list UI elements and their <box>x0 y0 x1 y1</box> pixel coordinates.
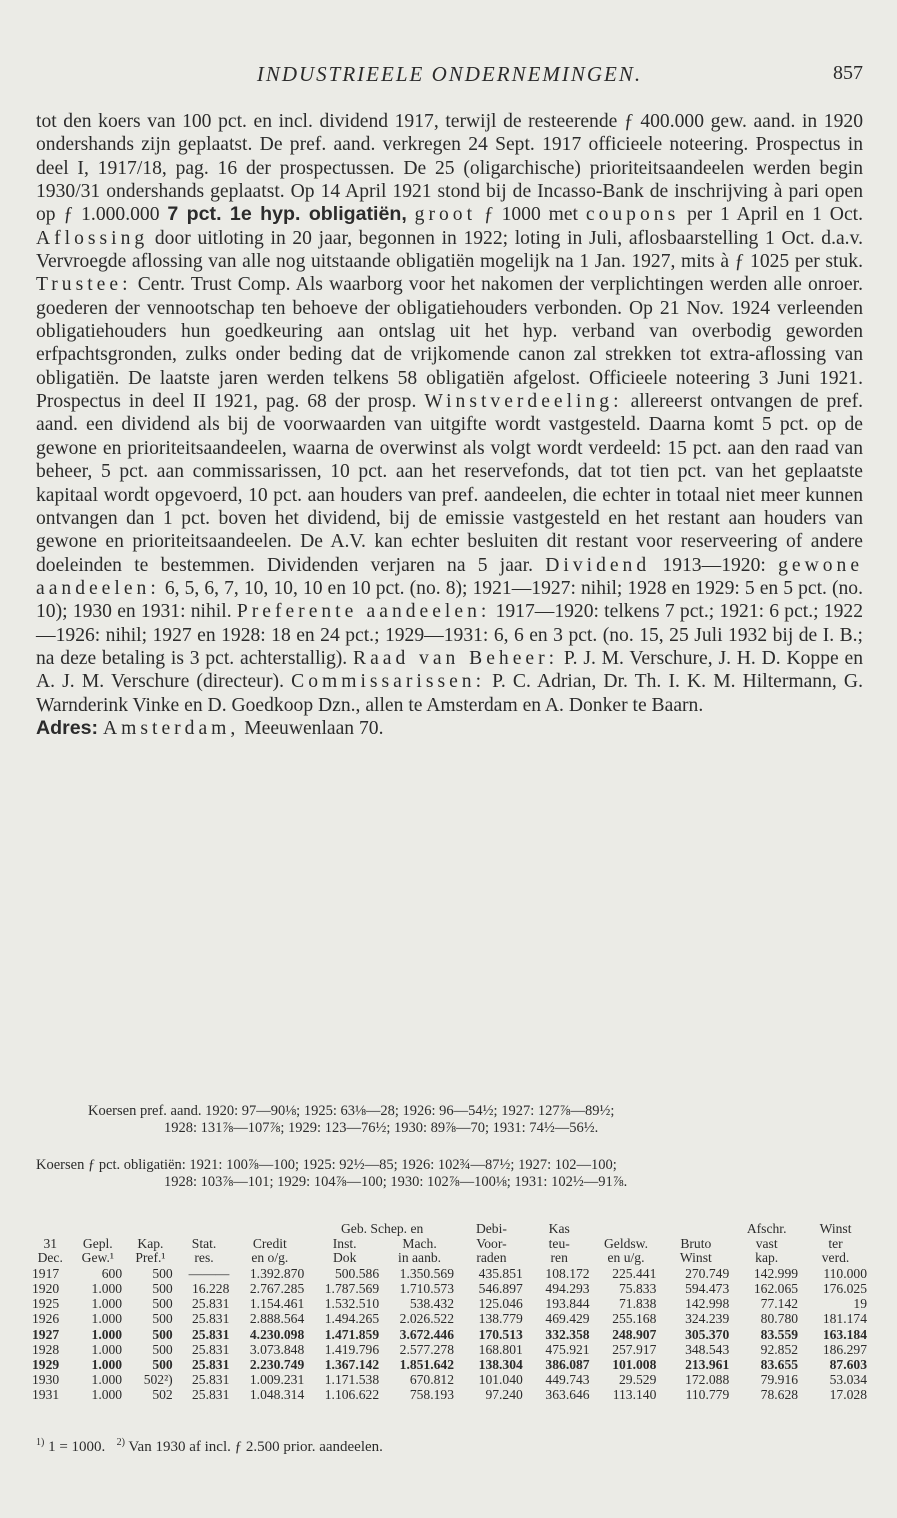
table-header-cell: Pref.¹ <box>135 1250 166 1266</box>
table-cell: 1.000 <box>91 1341 123 1357</box>
table-cell: 125.046 <box>478 1296 523 1312</box>
table-cell: 500 <box>152 1311 173 1327</box>
table-cell: 758.193 <box>409 1387 455 1403</box>
table-cell: 75.833 <box>619 1280 657 1296</box>
table-cell: 386.087 <box>545 1357 590 1372</box>
table-header-cell: 31 <box>43 1235 58 1251</box>
table-cell: 79.916 <box>760 1372 799 1388</box>
table-cell: 168.801 <box>478 1341 523 1357</box>
table-cell: 600 <box>101 1265 123 1281</box>
table-body <box>30 1266 870 1403</box>
table-cell: 1.419.796 <box>324 1341 380 1357</box>
table-cell: 500.586 <box>334 1265 380 1281</box>
table-cell: 2.230.749 <box>249 1357 305 1372</box>
spaced-term-gewone: gewone aandeelen: <box>36 554 864 599</box>
table-cell: 138.304 <box>478 1357 523 1372</box>
table-cell: 270.749 <box>685 1265 730 1281</box>
table-header-cell: Geb. Schep. en <box>340 1221 424 1236</box>
spaced-term-winstverdeeling: Winstverdeeling: <box>424 391 623 413</box>
table-cell: 53.034 <box>829 1372 867 1388</box>
table-cell: 1.000 <box>91 1296 123 1312</box>
table-cell: 1.048.314 <box>249 1387 305 1403</box>
table-cell: 213.961 <box>685 1357 730 1372</box>
table-cell: 332.358 <box>545 1326 590 1342</box>
table-header-cell: Mach. <box>402 1235 437 1251</box>
table-cell: 3.672.446 <box>399 1326 455 1342</box>
body-text: ƒ 1000 met <box>483 204 579 226</box>
table-cell: 500 <box>152 1341 173 1357</box>
table-cell: 1.367.142 <box>324 1357 380 1372</box>
table-cell: 142.999 <box>753 1265 799 1281</box>
table-cell: 348.543 <box>685 1341 730 1357</box>
table-cell: 2.888.564 <box>249 1311 305 1327</box>
body-text: 6, 5, 6, 7, 10, 10, 10 en 10 pct. (no. 8); 1921—1927: nihil; 1928 en 1929: 5 en 5 pct. (no. 10); 1930 en 1931: nihil. <box>36 577 864 623</box>
table-row <box>30 1281 870 1296</box>
table-header-cell: Inst. <box>332 1235 357 1251</box>
table-header-row <box>30 1237 870 1252</box>
table-cell: 500 <box>152 1296 173 1312</box>
table-year-cell: 1931 <box>32 1387 60 1403</box>
table-cell: 1.532.510 <box>324 1296 380 1312</box>
spaced-term-groot: groot <box>414 204 477 226</box>
table-header-cell: Bruto <box>680 1235 712 1251</box>
table-cell: 25.831 <box>191 1326 230 1342</box>
page-header <box>36 60 863 90</box>
table-row <box>30 1266 870 1281</box>
address-city: Amsterdam, <box>102 717 240 739</box>
table-cell: 25.831 <box>191 1341 230 1357</box>
table-header-cell: in aanb. <box>398 1250 442 1266</box>
table-cell: 449.743 <box>545 1372 590 1388</box>
table-year-cell: 1917 <box>32 1265 60 1281</box>
address-street: Meeuwenlaan 70. <box>244 717 384 739</box>
table-cell: 1.009.231 <box>249 1372 305 1388</box>
body-text: 1917—1920: telkens 7 pct.; 1921: 6 pct.; 1922—1926: nihil; 1927 en 1928: 18 en 24 pct.; 1929—1931: 6, 6 en 3 pct. (no. 15, 25 Juli 1932 bij de I. B.; na deze betaling is 3 pct. achterstallig). <box>36 601 863 669</box>
spaced-term-coupons: coupons <box>585 204 680 226</box>
table-header-cell: ter <box>828 1235 843 1251</box>
footnote-text: 1 = 1000. <box>48 1439 106 1455</box>
table-cell: 162.065 <box>753 1280 799 1296</box>
table-cell: 77.142 <box>760 1296 799 1312</box>
table-cell: 101.040 <box>478 1372 523 1388</box>
body-text: 1913—1920: <box>662 554 766 576</box>
koersen-pref-aand <box>36 1103 863 1137</box>
table-year-cell: 1930 <box>32 1372 60 1388</box>
table-header-cell: ren <box>550 1250 568 1266</box>
table-cell: 3.073.848 <box>249 1341 305 1357</box>
table-cell: 78.628 <box>760 1387 799 1403</box>
table-cell: 1.106.622 <box>324 1387 380 1403</box>
table-cell: 83.559 <box>760 1326 799 1342</box>
spaced-term-dividend: Dividend <box>545 554 651 576</box>
table-year-cell: 1928 <box>32 1341 60 1357</box>
table-cell: 80.780 <box>760 1311 799 1327</box>
table-cell: 172.088 <box>685 1372 730 1388</box>
table-cell: 4.230.098 <box>249 1326 305 1342</box>
table-cell: 1.787.569 <box>324 1280 380 1296</box>
table-cell: 29.529 <box>619 1372 657 1388</box>
table-cell: 500 <box>152 1357 173 1372</box>
table-cell: 324.239 <box>685 1311 730 1327</box>
table-cell: 1.154.461 <box>249 1296 305 1312</box>
body-text: P. J. M. Verschure, J. H. D. Koppe en A. J. M. Verschure (directeur). <box>36 647 863 693</box>
table-cell: 1.350.569 <box>399 1265 455 1281</box>
table-cell: 25.831 <box>191 1387 230 1403</box>
table-year-cell: 1927 <box>32 1326 60 1342</box>
body-text: per 1 April en 1 Oct. <box>687 204 863 226</box>
table-header-row <box>30 1251 870 1266</box>
table-header-cell: Dec. <box>37 1250 63 1266</box>
body-text: tot den koers van 100 pct. en incl. dividend 1917, terwijl de resteerende ƒ 400.000 gew. aand. in 1920 ondershands zijn geplaatst. De pref. aand. verkregen 24 Sept. 1917 officieele noteering. Prospectus in deel I, 1917/18, pag. 16 der prospectussen. De 25 (oligarchische) prioriteitsaandeelen werden begin 1930/31 ondershands geplaatst. Op 14 April 1921 stond bij de Incasso-Bank de inschrijving à pari open op ƒ 1.000.000 <box>36 111 863 226</box>
spaced-term-trustee: Trustee: <box>36 274 132 296</box>
table-header-cell: Kap. <box>137 1235 164 1251</box>
table-cell: 193.844 <box>545 1296 590 1312</box>
table-cell: 435.851 <box>478 1265 523 1281</box>
table-row <box>30 1296 870 1311</box>
table-header-cell: verd. <box>821 1250 850 1266</box>
table-cell: 1.494.265 <box>324 1311 380 1327</box>
bond-issue-heading: 7 pct. 1e hyp. obligatiën, <box>167 203 407 226</box>
table-header-cell: raden <box>476 1250 507 1266</box>
table-cell: 170.513 <box>478 1326 523 1342</box>
table-header-cell: Credit <box>252 1235 287 1251</box>
table-header-cell: teu- <box>548 1235 570 1251</box>
koersen-line: Koersen pref. aand. 1920: 97—90⅛; 1925: 63⅛—28; 1926: 96—54½; 1927: 127⅞—89½; <box>88 1103 615 1119</box>
table-cell: 2.577.278 <box>399 1341 455 1357</box>
koersen-line: 1928: 103⅞—101; 1929: 104⅞—100; 1930: 102⅞—100⅛; 1931: 102½—91⅞. <box>164 1174 628 1190</box>
table-header-cell: res. <box>194 1250 214 1266</box>
table-row <box>30 1387 870 1402</box>
table-cell: 1.000 <box>91 1280 123 1296</box>
table-header-cell: Kas <box>548 1221 570 1236</box>
table-cell: 92.852 <box>760 1341 799 1357</box>
table-cell: 538.432 <box>409 1296 455 1312</box>
table-cell: 176.025 <box>822 1280 867 1296</box>
body-text: Centr. Trust Comp. Als waarborg voor het nakomen der verplichtingen werden alle onroer. goederen der vennootschap ten behoeve der obligatiehouders verbonden. Op 21 Nov. 1924 verleenden obligatiehouders hun goedkeuring aan ontslag uit het hyp. verband van overbodig geworden erfpachtsgronden, zulks onder beding dat de vrijkomende canon zal strekken tot extra-aflossing van obligatiën. De laatste jaren werden telkens 58 obligatiën afgelost. Officieele noteering 3 Juni 1921. Prospectus in deel II 1921, pag. 68 der prosp. <box>36 274 863 413</box>
table-cell: 19 <box>853 1296 867 1312</box>
table-cell: 1.171.538 <box>324 1372 380 1388</box>
table-year-cell: 1920 <box>32 1280 60 1296</box>
table-cell: 17.028 <box>829 1387 867 1403</box>
table-cell: 1.000 <box>91 1326 123 1342</box>
table-cell: 502²) <box>143 1372 173 1388</box>
table-cell: 363.646 <box>545 1387 590 1403</box>
table-cell: 1.710.573 <box>399 1280 455 1296</box>
table-cell: 500 <box>152 1326 173 1342</box>
table-cell: 25.831 <box>191 1357 230 1372</box>
body-text: allereerst ontvangen de pref. aand. een dividend als bij de voorwaarden van uitgifte wordt vastgesteld. Daarna komt 5 pct. op de gewone en prioriteitsaandeelen, waarna de overwinst als volgt wordt verdeeld: 15 pct. aan den raad van beheer, 5 pct. aan commissarissen, 10 pct. aan het reservefonds, dat tot tien pct. van het geplaatste kapitaal wordt opgevoerd, 10 pct. aan houders van pref. aandeelen, die echter in totaal niet meer kunnen ontvangen dan 1 pct. boven het dividend, bij de emissie vastgesteld en het restant aan houders van gewone en prioriteitsaandeelen. De A.V. kan echter besluiten dit restant voor reserveering of andere doeleinden te bestemmen. Dividenden verjaren na 5 jaar. <box>36 391 863 576</box>
table-header-cell: kap. <box>755 1250 779 1266</box>
table-cell: 1.392.870 <box>249 1265 305 1281</box>
spaced-term-raad: Raad van Beheer: <box>353 647 559 669</box>
table-cell: 181.174 <box>822 1311 867 1327</box>
table-header-cell: en u/g. <box>607 1250 645 1266</box>
table-cell: 1.851.642 <box>399 1357 455 1372</box>
table-header-row <box>30 1222 870 1237</box>
table-cell: 546.897 <box>478 1280 523 1296</box>
table-header-cell: Dok <box>332 1250 357 1266</box>
table-row <box>30 1311 870 1326</box>
table-cell: 257.917 <box>612 1341 657 1357</box>
koersen-line: 1928: 131⅞—107⅞; 1929: 123—76½; 1930: 89⅞—70; 1931: 74½—56½. <box>164 1120 599 1136</box>
spaced-term-aflossing: Aflossing <box>36 227 149 249</box>
table-cell: 163.184 <box>822 1326 867 1342</box>
table-cell: 16.228 <box>191 1280 230 1296</box>
body-text: door uitloting in 20 jaar, begonnen in 1922; loting in Juli, aflosbaarstelling 1 Oct. d.a.v. Vervroegde aflossing van alle nog uitstaande obligatiën mogelijk na 1 Jan. 1927, mits à ƒ 1025 per stuk. <box>36 227 863 273</box>
table-cell: 186.297 <box>822 1341 867 1357</box>
financial-table <box>30 1222 870 1403</box>
table-row <box>30 1327 870 1342</box>
table-cell: 500 <box>152 1280 173 1296</box>
footnote-text: Van 1930 af incl. ƒ 2.500 prior. aandeelen. <box>128 1439 383 1455</box>
table-cell: 1.000 <box>91 1387 123 1403</box>
table-cell: ——— <box>188 1265 230 1281</box>
table-header-cell: en o/g. <box>251 1250 289 1266</box>
table-cell: 25.831 <box>191 1296 230 1312</box>
table-cell: 594.473 <box>685 1280 730 1296</box>
table-year-cell: 1926 <box>32 1311 60 1327</box>
page-number: 857 <box>833 62 863 84</box>
table-cell: 225.441 <box>612 1265 657 1281</box>
koersen-line: Koersen ƒ pct. obligatiën: 1921: 100⅞—100; 1925: 92½—85; 1926: 102¾—87½; 1927: 102—100; <box>36 1157 617 1173</box>
table-cell: 110.000 <box>823 1265 867 1281</box>
body-text: P. C. Adrian, Dr. Th. I. K. M. Hiltermann, G. Warnderink Vinke en D. Goedkoop Dzn., allen te Amsterdam en A. Donker te Baarn. <box>36 671 863 716</box>
table-cell: 25.831 <box>191 1372 230 1388</box>
table-cell: 670.812 <box>409 1372 455 1388</box>
table-cell: 2.767.285 <box>249 1280 305 1296</box>
table-cell: 255.168 <box>612 1311 657 1327</box>
table-header-cell: Winst <box>679 1250 712 1266</box>
table-cell: 494.293 <box>545 1280 590 1296</box>
table-cell: 1.000 <box>91 1357 123 1372</box>
running-title: INDUSTRIEELE ONDERNEMINGEN. <box>256 62 643 86</box>
address-label: Adres: <box>36 716 99 739</box>
table-year-cell: 1925 <box>32 1296 60 1312</box>
table-cell: 113.140 <box>612 1387 657 1403</box>
table-cell: 83.655 <box>760 1357 799 1372</box>
table-cell: 138.779 <box>478 1311 523 1327</box>
table-cell: 87.603 <box>829 1357 867 1372</box>
table-header-cell: Afschr. <box>746 1221 787 1236</box>
table-header-cell: Geldsw. <box>603 1235 649 1251</box>
table-cell: 108.172 <box>545 1265 590 1281</box>
table-cell: 1.471.859 <box>324 1326 380 1342</box>
table-cell: 475.921 <box>545 1341 590 1357</box>
table-cell: 110.779 <box>685 1387 730 1403</box>
footnote-marker: 2) <box>116 1437 125 1448</box>
table-header-cell: Stat. <box>191 1235 217 1251</box>
table-header-cell: Debi- <box>475 1221 507 1236</box>
table-cell: 1.000 <box>91 1372 123 1388</box>
table-cell: 305.370 <box>685 1326 730 1342</box>
table-cell: 25.831 <box>191 1311 230 1327</box>
table-row <box>30 1342 870 1357</box>
table-header-cell: Gew.¹ <box>81 1250 114 1266</box>
table-cell: 248.907 <box>612 1326 657 1342</box>
koersen-obligaties <box>36 1157 863 1191</box>
footnote <box>36 1437 383 1456</box>
table-cell: 101.008 <box>612 1357 657 1372</box>
table-header-cell: Gepl. <box>82 1235 113 1251</box>
table-cell: 142.998 <box>685 1296 730 1312</box>
table-cell: 71.838 <box>619 1296 657 1312</box>
table-row <box>30 1357 870 1372</box>
spaced-term-preferente: Preferente aandeelen: <box>236 601 491 623</box>
table-cell: 1.000 <box>91 1311 123 1327</box>
table-cell: 500 <box>152 1265 173 1281</box>
table-header-cell: Voor- <box>476 1235 507 1251</box>
table-header-cell: vast <box>755 1235 778 1251</box>
footnote-marker: 1) <box>36 1437 45 1448</box>
table-cell: 2.026.522 <box>399 1311 455 1327</box>
table-cell: 97.240 <box>485 1387 523 1403</box>
spaced-term-commissarissen: Commissarissen: <box>291 671 486 693</box>
table-cell: 502 <box>152 1387 173 1403</box>
table-header-cell: Winst <box>819 1221 852 1236</box>
table-year-cell: 1929 <box>32 1357 60 1372</box>
company-description <box>36 110 863 740</box>
table-row <box>30 1372 870 1387</box>
table-cell: 469.429 <box>545 1311 590 1327</box>
